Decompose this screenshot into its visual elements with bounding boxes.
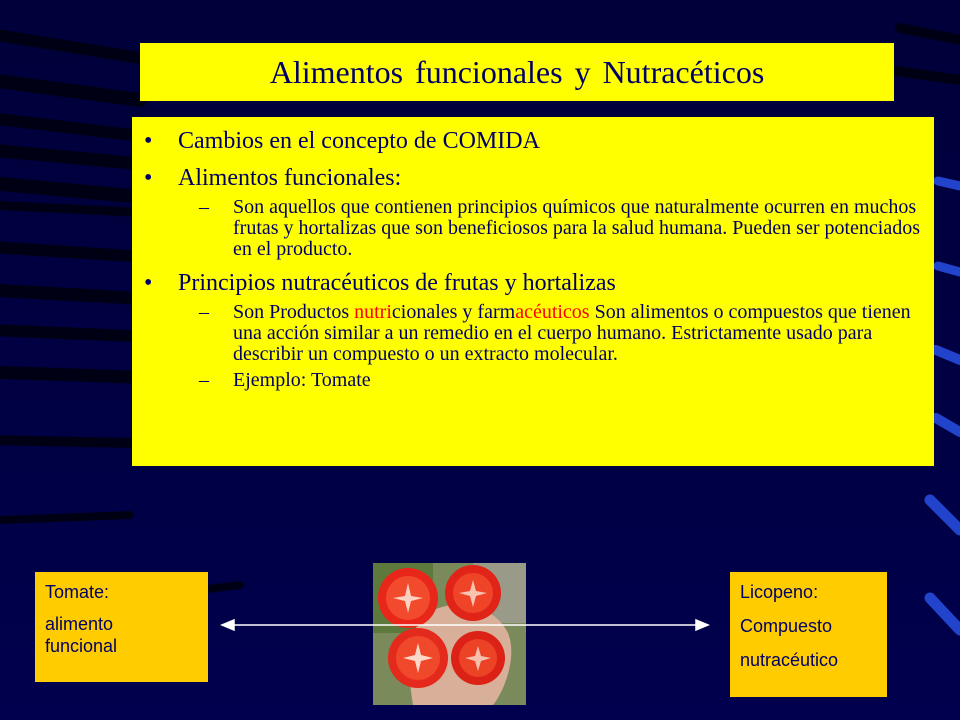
tomato-slice-icon <box>445 565 501 621</box>
tomato-slice-icon <box>378 568 438 628</box>
bullet-item <box>144 127 920 155</box>
sub-bullet-text-productos <box>233 302 920 365</box>
sub-bullet-item <box>199 197 920 260</box>
bullet-item <box>144 269 920 297</box>
sub-bullet-marker: – <box>199 301 209 323</box>
bullet-marker: • <box>144 270 153 296</box>
tomate-label-box <box>35 572 208 682</box>
sub-bullet-marker: – <box>199 196 209 218</box>
tomate-label-line1: Tomate: <box>45 582 110 602</box>
sub-bullet-text-definicion: Son aquellos que contienen principios químicos que naturalmente ocurren en muchos frutas y hortalizas que son beneficiosos para la salud humana. Pueden ser potenciados en el producto. <box>233 196 921 260</box>
tomato-slice-icon <box>388 628 448 688</box>
highlight-aceuticos: acéuticos <box>515 301 590 323</box>
tomate-label-line3: funcional <box>45 636 118 656</box>
tomate-label-line2: alimento <box>45 614 114 634</box>
sub-bullet-marker: – <box>199 369 209 391</box>
content-box <box>132 117 934 466</box>
title-box <box>140 43 894 101</box>
slide-title: Alimentos funcionales y Nutracéticos <box>269 53 765 90</box>
bullet-text-concepto-comida: Cambios en el concepto de COMIDA <box>178 128 540 154</box>
text-part: Son Productos <box>233 301 355 323</box>
licopeno-label-line2: Compuesto <box>740 616 833 636</box>
bullet-text-alimentos-funcionales: Alimentos funcionales: <box>178 165 402 191</box>
bullet-text-principios-nutraceuticos: Principios nutracéuticos de frutas y hortalizas <box>178 270 616 296</box>
bullet-marker: • <box>144 165 153 191</box>
sub-bullet-item <box>199 370 920 391</box>
bullet-item <box>144 164 920 192</box>
text-part: Son alimentos o compuestos que tienen una acción similar a un remedio en el cuerpo humano. Estrictamente usado para describir un compuesto o un extracto molecular. <box>233 301 911 365</box>
highlight-nutri: nutri <box>354 301 392 323</box>
text-part: cionales y farm <box>391 301 516 323</box>
licopeno-label-line3: nutracéutico <box>740 650 839 670</box>
bullet-marker: • <box>144 128 153 154</box>
licopeno-label-line1: Licopeno: <box>740 582 819 602</box>
sub-bullet-item <box>199 302 920 365</box>
tomato-photo <box>373 563 526 705</box>
tomato-slice-icon <box>451 631 505 685</box>
licopeno-label-box <box>730 572 887 697</box>
sub-bullet-text-ejemplo: Ejemplo: Tomate <box>233 369 371 391</box>
